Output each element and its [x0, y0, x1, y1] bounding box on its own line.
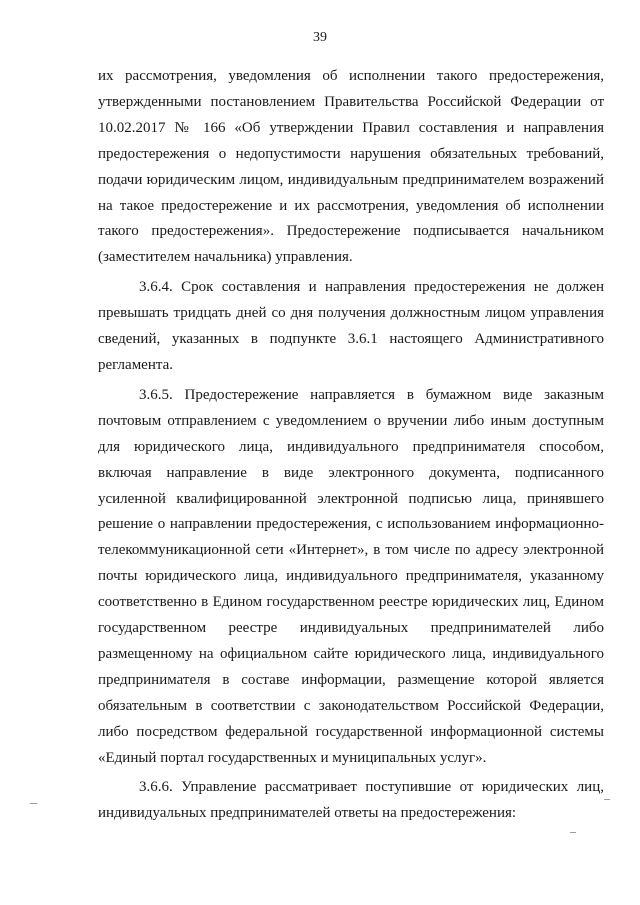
- page-number: 39: [313, 30, 327, 45]
- scan-mark-bottom-right: [570, 832, 576, 833]
- paragraph-clause-3-6-6: 3.6.6. Управление рассматривает поступившие от юридических лиц, индивидуальных предпринимателей ответы на предостережения:: [98, 779, 604, 822]
- scan-mark-left: [30, 803, 37, 804]
- document-body: [98, 64, 604, 831]
- paragraph-clause-3-6-5: 3.6.5. Предостережение направляется в бумажном виде заказным почтовым отправлением с уведомлением о вручении либо иным доступным для юридического лица, индивидуального предпринимателя способом, включая направление в виде электронного документа, подписанного усиленной квалифицированной электронной подписью лица, принявшего решение о направлении предостережения, с использованием информационно-телекоммуникационной сети «Интернет», в том числе по адресу электронной почты юридического лица, индивидуального предпринимателя, указанному соответственно в Едином государственном реестре юридических лиц, Едином государственном реестре индивидуальных предпринимателей либо размещенному на официальном сайте юридического лица, индивидуального предпринимателя в составе информации, размещение которой является обязательным в соответствии с законодательством Российской Федерации, либо посредством федеральной государственной информационной системы «Единый портал государственных и муниципальных услуг».: [98, 386, 604, 766]
- scan-mark-right: [604, 799, 610, 800]
- paragraph-clause-3-6-4: 3.6.4. Срок составления и направления предостережения не должен превышать тридцать дней со дня получения должностным лицом управления сведений, указанных в подпункте 3.6.1 настоящего Административного регламента.: [98, 279, 604, 373]
- paragraph-continuation: их рассмотрения, уведомления об исполнении такого предостережения, утвержденными постановлением Правительства Российской Федерации от 10.02.2017 № 166 «Об утверждении Правил составления и направления предостережения о недопустимости нарушения обязательных требований, подачи юридическим лицом, индивидуальным предпринимателем возражений на такое предостережение и их рассмотрения, уведомления об исполнении такого предостережения». Предостережение подписывается начальником (заместителем начальника) управления.: [98, 68, 604, 266]
